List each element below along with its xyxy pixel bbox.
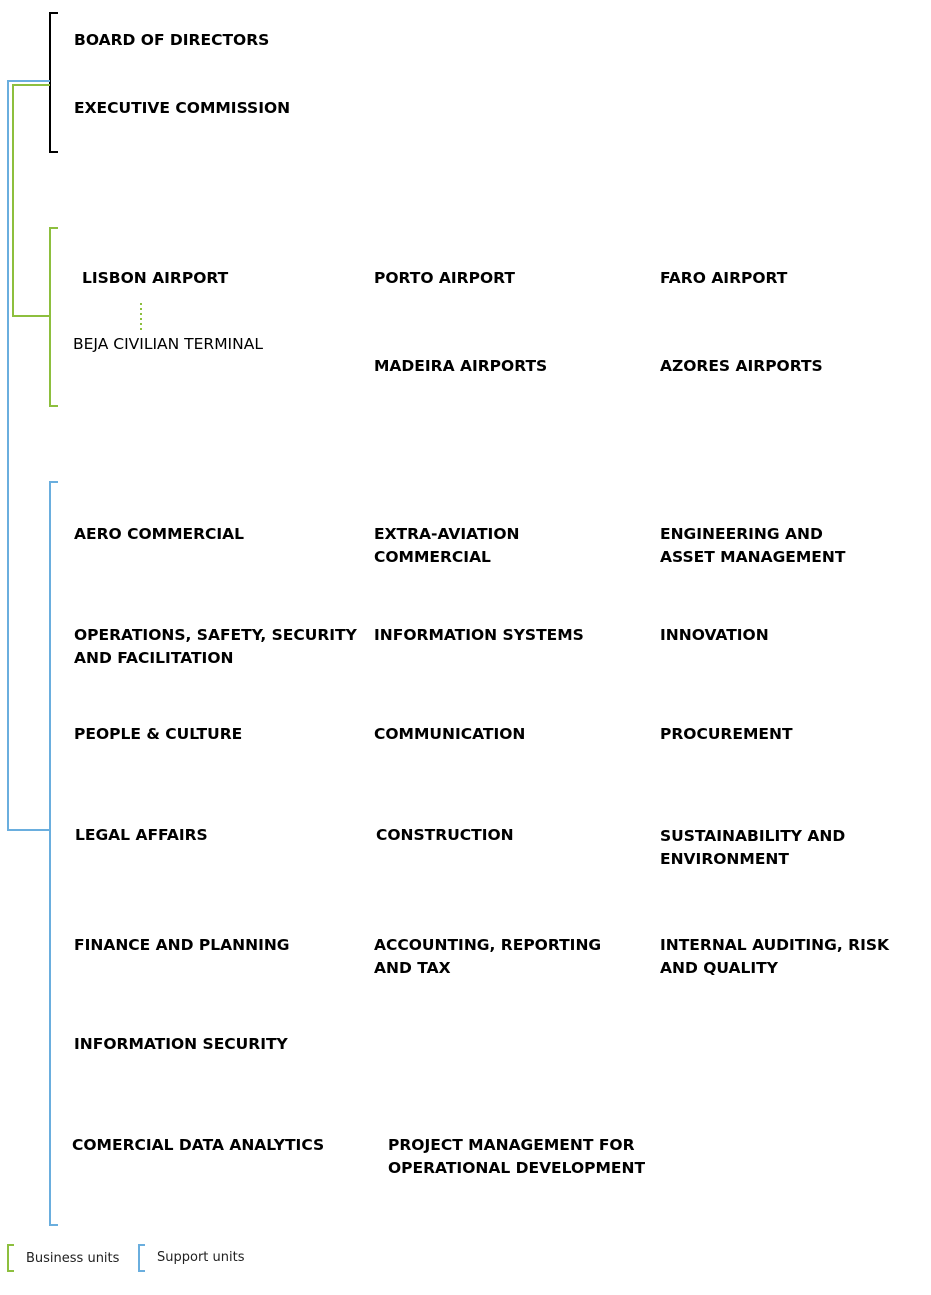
construction: CONSTRUCTION (376, 826, 514, 844)
lisbon-airport: LISBON AIRPORT (82, 269, 229, 287)
porto-airport: PORTO AIRPORT (374, 269, 515, 287)
innovation: INNOVATION (660, 626, 769, 644)
aero-commercial: AERO COMMERCIAL (74, 525, 245, 543)
finance-planning: FINANCE AND PLANNING (74, 936, 290, 954)
engineering-asset-management: ENGINEERING AND ASSET MANAGEMENT (660, 525, 846, 566)
board-of-directors: BOARD OF DIRECTORS (74, 31, 270, 49)
accounting-reporting-tax: ACCOUNTING, REPORTING AND TAX (374, 936, 602, 977)
legend-support-units: Support units (157, 1250, 245, 1265)
madeira-airports: MADEIRA AIRPORTS (374, 357, 548, 375)
legend-business-bracket (8, 1245, 14, 1271)
internal-auditing-risk-quality: INTERNAL AUDITING, RISK AND QUALITY (660, 936, 890, 977)
governance-bracket (50, 13, 58, 152)
information-security: INFORMATION SECURITY (74, 1035, 288, 1053)
extra-aviation-commercial: EXTRA-AVIATION COMMERCIAL (374, 525, 520, 566)
comercial-data-analytics: COMERCIAL DATA ANALYTICS (72, 1136, 325, 1154)
operations-safety-security: OPERATIONS, SAFETY, SECURITY AND FACILITATION (74, 626, 357, 667)
business-units-connector (13, 85, 50, 316)
procurement: PROCUREMENT (660, 725, 793, 743)
beja-civilian-terminal: BEJA CIVILIAN TERMINAL (73, 335, 263, 353)
people-culture: PEOPLE & CULTURE (74, 725, 243, 743)
legend-support-bracket (139, 1245, 145, 1271)
information-systems: INFORMATION SYSTEMS (374, 626, 584, 644)
business-units-bracket (50, 228, 58, 406)
sustainability-environment: SUSTAINABILITY AND ENVIRONMENT (660, 827, 846, 868)
support-units-connector (8, 81, 50, 830)
legal-affairs: LEGAL AFFAIRS (75, 826, 208, 844)
project-management-operational-development: PROJECT MANAGEMENT FOR OPERATIONAL DEVELOPMENT (388, 1136, 646, 1177)
executive-commission: EXECUTIVE COMMISSION (74, 99, 291, 117)
azores-airports: AZORES AIRPORTS (660, 357, 823, 375)
support-units-bracket (50, 482, 58, 1225)
communication: COMMUNICATION (374, 725, 526, 743)
faro-airport: FARO AIRPORT (660, 269, 788, 287)
legend-business-units: Business units (26, 1251, 120, 1266)
